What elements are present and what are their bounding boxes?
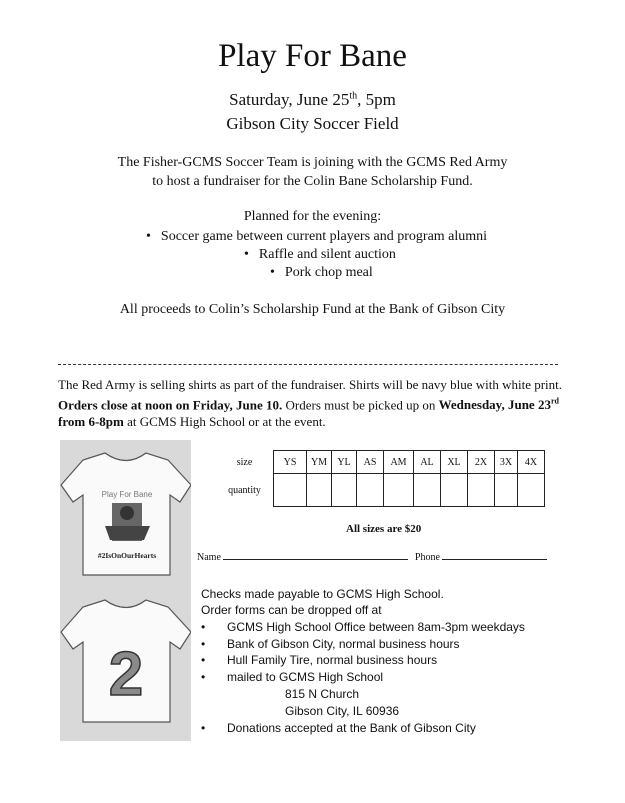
tshirt-front-image	[61, 453, 191, 575]
planned-item: • Pork chop meal	[270, 265, 373, 280]
drop-off-item: • Hull Family Tire, normal business hours	[201, 653, 438, 667]
quantity-field[interactable]	[332, 474, 357, 507]
price-note: All sizes are $20	[346, 523, 422, 535]
intro-line-2: to host a fundraiser for the Colin Bane Scholarship Fund.	[152, 174, 473, 189]
planned-item: • Raffle and silent auction	[244, 247, 396, 262]
name-phone-line	[197, 549, 547, 563]
quantity-label: quantity	[228, 484, 261, 496]
drop-off-item: • mailed to GCMS High School	[201, 670, 384, 684]
shirt-image-panel	[60, 440, 191, 741]
planned-item: • Soccer game between current players and program alumni	[146, 229, 488, 244]
quantity-row	[216, 474, 545, 507]
drop-off-item: • GCMS High School Office between 8am-3pm weekdays	[201, 620, 525, 634]
quantity-field[interactable]	[518, 474, 545, 507]
size-cell: 3X	[495, 451, 518, 474]
intro-line-1: The Fisher-GCMS Soccer Team is joining with the GCMS Red Army	[117, 155, 508, 170]
tshirt-back-image	[61, 600, 191, 722]
mailing-address-city: Gibson City, IL 60936	[285, 704, 400, 718]
size-cell: YM	[307, 451, 332, 474]
size-cell: AS	[357, 451, 384, 474]
shirt-sale-paragraph: The Red Army is selling shirts as part of the fundraiser. Shirts will be navy blue with white print. Orders close at noon on Friday, June 10. Orders must be picked up on Wednesday, June 23rd from 6-8pm at GCMS High School or at the event.	[58, 377, 563, 430]
shirt-hashtag: #2IsOnOurHearts	[97, 551, 157, 560]
event-date: Saturday, June 25th, 5pm	[229, 90, 396, 109]
quantity-field[interactable]	[384, 474, 414, 507]
size-cell: AL	[414, 451, 441, 474]
planned-heading: Planned for the evening:	[243, 209, 382, 224]
shirt-front-text: Play For Bane	[101, 490, 153, 499]
quantity-field[interactable]	[495, 474, 518, 507]
size-label: size	[236, 456, 253, 468]
event-location: Gibson City Soccer Field	[226, 114, 399, 133]
page-title: Play For Bane	[218, 38, 407, 74]
proceeds-note: All proceeds to Colin’s Scholarship Fund at the Bank of Gibson City	[119, 302, 506, 317]
size-cell: XL	[441, 451, 468, 474]
size-order-table	[216, 450, 545, 507]
size-cell: 2X	[468, 451, 495, 474]
mailing-address-street: 815 N Church	[285, 687, 360, 701]
quantity-field[interactable]	[274, 474, 307, 507]
phone-field[interactable]	[442, 549, 547, 560]
phone-label: Phone	[414, 552, 440, 563]
size-cell: AM	[384, 451, 414, 474]
quantity-field[interactable]	[357, 474, 384, 507]
size-row	[216, 451, 545, 474]
size-cell: 4X	[518, 451, 545, 474]
checks-payable-note: Checks made payable to GCMS High School.	[201, 587, 444, 601]
quantity-field[interactable]	[468, 474, 495, 507]
size-cell: YL	[332, 451, 357, 474]
quantity-field[interactable]	[441, 474, 468, 507]
quantity-field[interactable]	[307, 474, 332, 507]
name-field[interactable]	[223, 549, 408, 560]
quantity-field[interactable]	[414, 474, 441, 507]
drop-off-item: • Bank of Gibson City, normal business hours	[201, 637, 460, 651]
tshirt-images	[60, 440, 191, 741]
drop-off-heading: Order forms can be dropped off at	[201, 603, 382, 617]
donations-note: • Donations accepted at the Bank of Gibson City	[201, 721, 476, 735]
name-label: Name	[197, 552, 221, 563]
cut-line-divider	[58, 364, 558, 365]
size-cell: YS	[274, 451, 307, 474]
shirt-back-number: 2	[108, 640, 144, 709]
